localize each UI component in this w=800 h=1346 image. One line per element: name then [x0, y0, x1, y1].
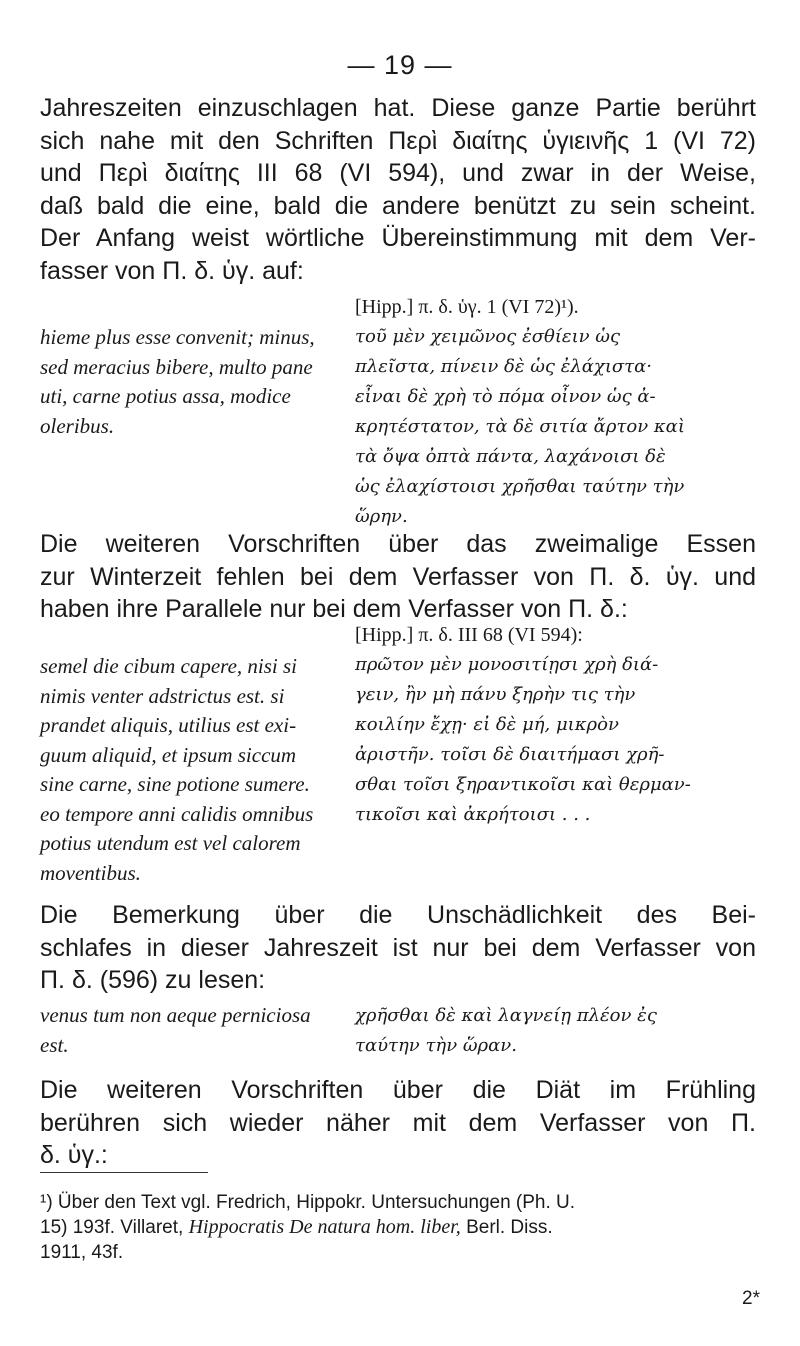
text-line: und Περὶ διαίτης III 68 (VI 594), und zwar in der Weise,: [40, 159, 756, 187]
quote-line: ταύτην τὴν ὥραν.: [355, 1035, 517, 1056]
footnote-text: Berl. Diss.: [466, 1217, 553, 1238]
quote-line: ὡς ἐλαχίστοισι χρῆσθαι ταύτην τὴν: [355, 476, 685, 497]
quote-line: κρητέστατον, τὰ δὲ σιτία ἄρτον καὶ: [355, 416, 685, 437]
quote-line: κοιλίην ἔχῃ· εἰ δὲ μή, μικρὸν: [355, 714, 619, 735]
text-line: Π. δ. (596) zu lesen:: [40, 966, 266, 994]
quote-line: sed meracius bibere, multo pane: [40, 354, 313, 379]
quote-line: τικοῖσι καὶ ἀκρήτοισι . . .: [355, 804, 591, 825]
quote-line: moventibus.: [40, 860, 141, 885]
quote-line: γειν, ἢν μὴ πάνυ ξηρὴν τις τὴν: [355, 684, 636, 705]
text-line: schlafes in dieser Jahreszeit ist nur bei dem Verfasser von: [40, 933, 756, 962]
footnote: [40, 1190, 756, 1265]
quote-line: ὥρην.: [355, 506, 408, 527]
page-number: — 19 —: [347, 50, 453, 80]
footnote-line: ¹) Über den Text vgl. Fredrich, Hippokr. Untersuchungen (Ph. U.: [40, 1192, 576, 1213]
quote-line: χρῆσθαι δὲ καὶ λαγνείῃ πλέον ἐς: [355, 1005, 657, 1026]
quote-line: prandet aliquis, utilius est exi-: [40, 713, 297, 737]
greek-quote-heading: [Hipp.] π. δ. III 68 (VI 594):: [355, 624, 583, 646]
latin-quote-2: [40, 652, 325, 888]
paragraph-1: [40, 92, 756, 287]
footnote-title: Hippocratis De natura hom. liber,: [188, 1216, 461, 1238]
quote-line: πρῶτον μὲν μονοσιτίῃσι χρὴ διά-: [355, 654, 659, 675]
greek-quote-3: [355, 1001, 760, 1061]
latin-quote-1: [40, 323, 325, 441]
quote-line: sine carne, sine potione sumere.: [40, 772, 310, 796]
quote-line: oleribus.: [40, 413, 115, 438]
quote-line: venus tum non aeque perniciosa: [40, 1003, 311, 1027]
quote-line: est.: [40, 1032, 69, 1057]
signature-mark: 2*: [742, 1288, 760, 1309]
quote-line: eo tempore anni calidis omnibus: [40, 801, 314, 826]
paragraph-2: [40, 528, 756, 626]
text-line: zur Winterzeit fehlen bei dem Verfasser von Π. δ. ὑγ. und: [40, 562, 756, 591]
footnote-text: 15) 193f. Villaret,: [40, 1217, 184, 1238]
text-line: δ. ὑγ.:: [40, 1141, 108, 1169]
text-line: Die weiteren Vorschriften über die Diät im Frühling: [40, 1076, 756, 1104]
greek-quote-1: [355, 292, 760, 532]
text-line: Jahreszeiten einzuschlagen hat. Diese ganze Partie berührt: [40, 94, 756, 122]
greek-quote-heading: [Hipp.] π. δ. ὑγ. 1 (VI 72)¹).: [355, 296, 579, 318]
quote-line: potius utendum est vel calorem: [40, 831, 301, 855]
paragraph-3: [40, 899, 756, 997]
quote-line: πλεῖστα, πίνειν δὲ ὡς ἐλάχιστα·: [355, 356, 653, 377]
text-line: daß bald die eine, bald die andere benützt zu sein scheint.: [40, 191, 756, 220]
greek-quote-2: [355, 620, 760, 830]
text-line: Die Bemerkung über die Unschädlichkeit des Bei-: [40, 901, 756, 929]
quote-line: ἀριστῆν. τοῖσι δὲ διαιτήμασι χρῆ-: [355, 744, 665, 765]
text-line: berühren sich wieder näher mit dem Verfasser von Π.: [40, 1108, 756, 1137]
text-line: sich nahe mit den Schriften Περὶ διαίτης ὑγιεινῆς 1 (VI 72): [40, 126, 756, 155]
quote-line: semel die cibum capere, nisi si: [40, 654, 297, 678]
quote-line: τὰ ὄψα ὀπτὰ πάντα, λαχάνοισι δὲ: [355, 446, 666, 467]
latin-quote-3: [40, 1001, 325, 1060]
quote-line: εἶναι δὲ χρὴ τὸ πόμα οἶνον ὡς ἀ-: [355, 386, 656, 407]
quote-line: nimis venter adstrictus est. si: [40, 683, 285, 708]
text-line: fasser von Π. δ. ὑγ. auf:: [40, 256, 304, 285]
text-line: Die weiteren Vorschriften über das zweimalige Essen: [40, 530, 756, 558]
quote-line: guum aliquid, et ipsum siccum: [40, 742, 297, 767]
text-line: haben ihre Parallele nur bei dem Verfasser von Π. δ.:: [40, 595, 628, 623]
quote-line: τοῦ μὲν χειμῶνος ἐσθίειν ὡς: [355, 326, 621, 347]
text-line: Der Anfang weist wörtliche Übereinstimmung mit dem Ver-: [40, 224, 756, 252]
footnote-line: [40, 1215, 756, 1240]
quote-line: uti, carne potius assa, modice: [40, 384, 291, 408]
footnote-line: 1911, 43f.: [40, 1242, 124, 1263]
footnote-divider: [40, 1172, 208, 1173]
quote-line: σθαι τοῖσι ξηραντικοῖσι καὶ θερμαν-: [355, 774, 691, 795]
quote-line: hieme plus esse convenit; minus,: [40, 325, 315, 349]
paragraph-4: [40, 1074, 756, 1172]
